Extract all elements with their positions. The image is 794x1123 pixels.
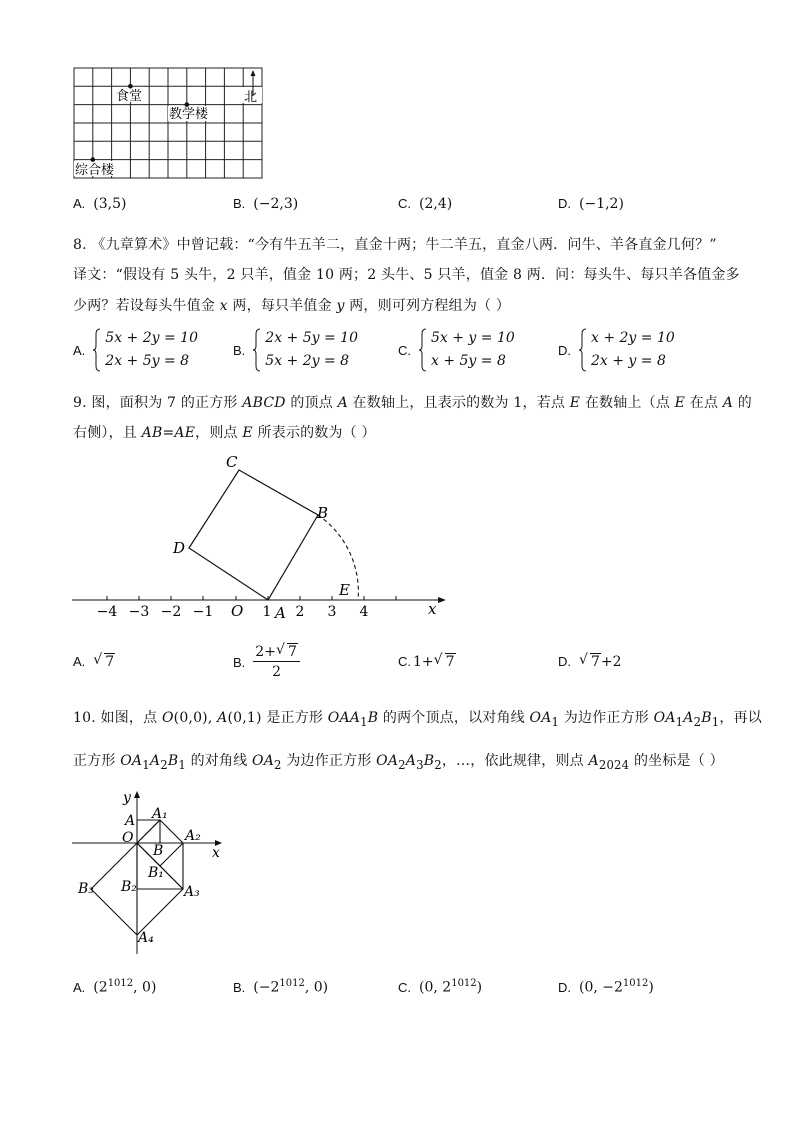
q8-line-2: 译文：“假设有 5 头牛，2 只羊，值金 10 两；2 头牛、5 只羊，值金 8 两．问：每头牛、每只羊各值金多 bbox=[73, 267, 740, 283]
q7-option-b[interactable]: B. (−2,3) bbox=[233, 196, 299, 212]
q10-square-spiral-figure bbox=[66, 782, 236, 960]
tick-label: −4 bbox=[96, 604, 118, 620]
vertex-c-label: C bbox=[226, 453, 238, 471]
q9-option-b[interactable]: B. 2+ √ 7 2 bbox=[233, 644, 300, 680]
x-axis-label: x bbox=[212, 845, 220, 861]
teaching-building-label: 教学楼 bbox=[169, 107, 209, 122]
y-axis-label: y bbox=[123, 790, 131, 806]
tick-label: −3 bbox=[128, 604, 150, 620]
point-b3-label: B₃ bbox=[78, 881, 94, 897]
point-a-label: A bbox=[125, 813, 136, 829]
vertex-a-label: A bbox=[275, 604, 286, 622]
tick-label: 2 bbox=[295, 604, 305, 620]
point-b2-label: B₂ bbox=[121, 879, 137, 895]
q10-option-a[interactable]: A. ($2^{1012}$, 0) bbox=[73, 978, 157, 996]
tick-label: −2 bbox=[160, 604, 182, 620]
q8-option-a[interactable]: A. 5x + 2y = 10 2x + 5y = 8 bbox=[73, 330, 198, 369]
tick-label: 4 bbox=[359, 604, 369, 620]
vertex-b-label: B bbox=[317, 504, 329, 522]
canteen-label: 食堂 bbox=[116, 89, 143, 104]
north-label: 北 bbox=[244, 90, 258, 105]
q9-option-d[interactable]: D. √ 7+2 bbox=[558, 652, 622, 670]
q8-option-c[interactable]: C. 5x + y = 10 x + 5y = 8 bbox=[398, 330, 515, 369]
point-a2-label: A₂ bbox=[185, 828, 201, 844]
tick-label: −1 bbox=[192, 604, 214, 620]
q10-option-b[interactable]: B. ($-2^{1012}$, 0) bbox=[233, 978, 329, 996]
vertex-d-label: D bbox=[173, 539, 186, 557]
complex-building-label: 综合楼 bbox=[75, 163, 115, 178]
origin-o-label: O bbox=[122, 830, 134, 846]
q7-option-a[interactable]: A. (3,5) bbox=[73, 196, 127, 212]
q9-option-c[interactable]: C. 1+ √ 7 bbox=[398, 652, 455, 670]
q9-number-line-figure bbox=[60, 450, 460, 630]
point-a3-label: A₃ bbox=[184, 884, 200, 900]
q7-option-c[interactable]: C. (2,4) bbox=[398, 196, 453, 212]
q10-option-d[interactable]: D. (0, $-2^{1012}$) bbox=[558, 978, 654, 996]
q9-line-1: 9. 图，面积为 7 的正方形 ABCD 的顶点 A 在数轴上，且表示的数为 1，若点 E 在数轴上（点 E 在点 A 的 bbox=[73, 395, 752, 411]
x-axis-label: x bbox=[428, 600, 437, 618]
point-a4-label: A₄ bbox=[138, 930, 154, 946]
q9-option-a[interactable]: A. √ 7 bbox=[73, 652, 115, 670]
q10-line-1: 10. 如图，点 O(0,0), A(0,1) 是正方形 $OAA_1B$ 的两个顶点，以对角线 $OA_1$ 为边作正方形 $OA_1A_2B_1$，再以 bbox=[73, 710, 762, 729]
tick-label: 3 bbox=[327, 604, 337, 620]
point-a1-label: A₁ bbox=[152, 806, 168, 822]
q8-option-d[interactable]: D. x + 2y = 10 2x + y = 8 bbox=[558, 330, 675, 369]
q8-line-1: 8. 《九章算术》中曾记载：“今有牛五羊二，直金十两；牛二羊五，直金八两．问牛、羊各直金几何？” bbox=[73, 237, 717, 253]
point-e-label: E bbox=[339, 581, 350, 599]
q10-line-2: 正方形 $OA_1A_2B_1$ 的对角线 $OA_2$ 为边作正方形 $OA_2A_3B_2$，…，依此规律，则点 $A_{2024}$ 的坐标是（ ） bbox=[73, 753, 724, 772]
tick-label: 1 bbox=[262, 604, 272, 620]
point-b1-label: B₁ bbox=[148, 865, 164, 881]
q10-option-c[interactable]: C. (0, $2^{1012}$) bbox=[398, 978, 483, 996]
origin-o-label: O bbox=[231, 602, 244, 620]
point-b-label: B bbox=[153, 843, 164, 859]
q7-grid-figure bbox=[70, 66, 270, 182]
q8-option-b[interactable]: B. 2x + 5y = 10 5x + 2y = 8 bbox=[233, 330, 358, 369]
q8-line-3: 少两？若设每头牛值金 x 两，每只羊值金 y 两，则可列方程组为（ ） bbox=[73, 298, 511, 314]
q7-option-d[interactable]: D. (−1,2) bbox=[558, 196, 624, 212]
q9-line-2: 右侧），且 AB=AE，则点 E 所表示的数为（ ） bbox=[73, 425, 376, 441]
